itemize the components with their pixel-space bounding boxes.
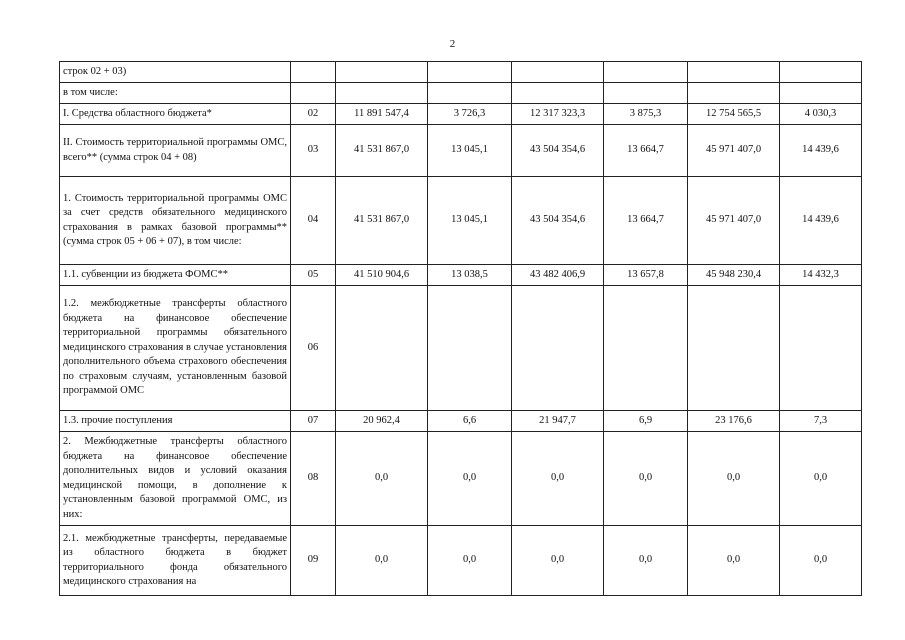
value-cell (688, 62, 780, 83)
value-cell: 45 948 230,4 (688, 265, 780, 286)
table-row (60, 432, 862, 526)
table-row (60, 104, 862, 125)
row-label: 1.1. субвенции из бюджета ФОМС** (60, 265, 291, 286)
row-code: 02 (291, 104, 336, 125)
value-cell (780, 62, 862, 83)
row-label: I. Средства областного бюджета* (60, 104, 291, 125)
value-cell (512, 83, 604, 104)
value-cell: 43 482 406,9 (512, 265, 604, 286)
row-code (291, 62, 336, 83)
value-cell: 13 038,5 (428, 265, 512, 286)
value-cell (336, 83, 428, 104)
value-cell (604, 83, 688, 104)
value-cell: 0,0 (428, 526, 512, 596)
value-cell: 3 726,3 (428, 104, 512, 125)
row-code: 05 (291, 265, 336, 286)
row-code (291, 83, 336, 104)
value-cell: 0,0 (688, 526, 780, 596)
row-code: 09 (291, 526, 336, 596)
value-cell: 43 504 354,6 (512, 177, 604, 265)
page-number: 2 (449, 38, 456, 50)
row-label: 2. Межбюджетные трансферты областного бюджета на финансовое обеспечение дополнительных видов и условий оказания медицинской помощи, в дополнение к установленным базовой программой ОМС, из них: (60, 432, 291, 526)
value-cell: 13 664,7 (604, 177, 688, 265)
value-cell: 14 432,3 (780, 265, 862, 286)
value-cell: 23 176,6 (688, 411, 780, 432)
row-label: II. Стоимость территориальной программы ОМС, всего** (сумма строк 04 + 08) (60, 125, 291, 177)
value-cell: 0,0 (336, 526, 428, 596)
value-cell: 0,0 (780, 526, 862, 596)
row-code: 04 (291, 177, 336, 265)
value-cell (512, 62, 604, 83)
value-cell: 45 971 407,0 (688, 177, 780, 265)
table-row (60, 286, 862, 411)
value-cell: 0,0 (512, 526, 604, 596)
value-cell (604, 286, 688, 411)
row-code: 08 (291, 432, 336, 526)
value-cell (780, 286, 862, 411)
row-label: 1. Стоимость территориальной программы ОМС за счет средств обязательного медицинского страхования в рамках базовой программы** (сумма строк 05 + 06 + 07), в том числе: (60, 177, 291, 265)
value-cell: 4 030,3 (780, 104, 862, 125)
value-cell: 6,6 (428, 411, 512, 432)
value-cell: 12 754 565,5 (688, 104, 780, 125)
value-cell: 0,0 (688, 432, 780, 526)
value-cell (336, 286, 428, 411)
value-cell: 43 504 354,6 (512, 125, 604, 177)
value-cell: 3 875,3 (604, 104, 688, 125)
value-cell: 12 317 323,3 (512, 104, 604, 125)
value-cell (688, 83, 780, 104)
value-cell: 13 657,8 (604, 265, 688, 286)
row-label: 1.2. межбюджетные трансферты областного бюджета на финансовое обеспечение территориальной программы обязательного медицинского страхования в случае установления дополнительного объема страхового обеспечения по страховым случаям, установленным базовой программой ОМС (60, 286, 291, 411)
value-cell: 0,0 (604, 526, 688, 596)
row-label: в том числе: (60, 83, 291, 104)
table-row (60, 265, 862, 286)
table-row (60, 526, 862, 596)
value-cell: 20 962,4 (336, 411, 428, 432)
value-cell: 14 439,6 (780, 125, 862, 177)
value-cell: 0,0 (428, 432, 512, 526)
value-cell: 0,0 (512, 432, 604, 526)
value-cell: 41 531 867,0 (336, 125, 428, 177)
value-cell: 0,0 (780, 432, 862, 526)
value-cell: 0,0 (604, 432, 688, 526)
value-cell: 6,9 (604, 411, 688, 432)
value-cell (780, 83, 862, 104)
value-cell (428, 286, 512, 411)
table-row (60, 411, 862, 432)
table-row (60, 83, 862, 104)
row-code: 06 (291, 286, 336, 411)
value-cell: 21 947,7 (512, 411, 604, 432)
value-cell (512, 286, 604, 411)
value-cell: 0,0 (336, 432, 428, 526)
table-row (60, 62, 862, 83)
table-row (60, 125, 862, 177)
value-cell (688, 286, 780, 411)
value-cell (428, 62, 512, 83)
row-code: 07 (291, 411, 336, 432)
budget-table (59, 61, 862, 596)
value-cell: 45 971 407,0 (688, 125, 780, 177)
budget-table-body (60, 62, 862, 596)
value-cell (336, 62, 428, 83)
row-label: 2.1. межбюджетные трансферты, передаваемые из областного бюджета в бюджет территориального фонда обязательного медицинского страхования на (60, 526, 291, 596)
table-row (60, 177, 862, 265)
value-cell: 13 664,7 (604, 125, 688, 177)
value-cell: 13 045,1 (428, 125, 512, 177)
value-cell: 14 439,6 (780, 177, 862, 265)
value-cell: 41 510 904,6 (336, 265, 428, 286)
row-code: 03 (291, 125, 336, 177)
row-label: 1.3. прочие поступления (60, 411, 291, 432)
value-cell: 41 531 867,0 (336, 177, 428, 265)
value-cell (604, 62, 688, 83)
row-label: строк 02 + 03) (60, 62, 291, 83)
value-cell: 13 045,1 (428, 177, 512, 265)
value-cell (428, 83, 512, 104)
value-cell: 7,3 (780, 411, 862, 432)
value-cell: 11 891 547,4 (336, 104, 428, 125)
